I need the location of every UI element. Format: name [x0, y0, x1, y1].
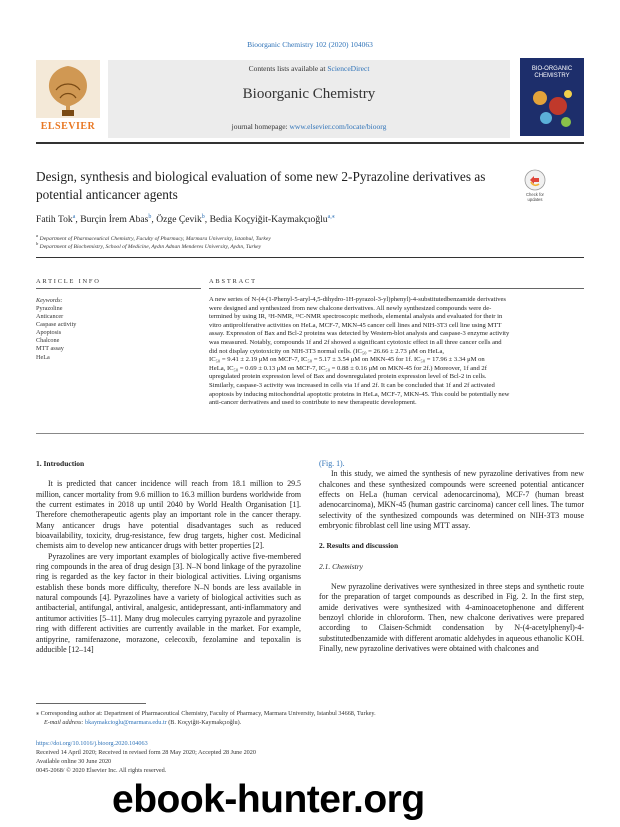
abstract-line: did not display cytotoxicity on NIH-3T3 normal cells. (IC₅₀ = 26.66 ± 2.73 μM on HeLa,: [209, 347, 445, 355]
article-info-rule: [36, 288, 201, 289]
journal-citation[interactable]: Bioorganic Chemistry 102 (2020) 104063: [247, 40, 373, 49]
keyword: Caspase activity: [36, 321, 77, 329]
email-link[interactable]: bkaymakcioglu@marmara.edu.tr: [85, 719, 167, 726]
svg-text:updates: updates: [527, 197, 543, 202]
body-paragraph: Pyrazolines are very important examples of biologically active five-membered ring compounds in the area of drug design [3]. N–N bond linkage of the pyrazoline ring is regarded as the key factor in their biological activities. Living organisms establish these bonds more difficulty, therefore N–N bonds are less available in natural compounds [4]. Pyrazolines have a variety of biological activities such as antibacterial, antifungal, antiviral, analgesic, antidepressant, anti-inflammatory and antitumor activities [5–11]. Many drug molecules carrying pyrazole and pyrazoline ring with different activities are currently available in the market. For example, antipyrine, ramifenazone, morazone, celecoxib, fezolamine and tepoxalin is adducible [12–14]: [36, 551, 301, 654]
journal-homepage-line: [108, 122, 510, 131]
email-note: [44, 719, 241, 726]
abstract-line: HeLa, IC₅₀ = 0.69 ± 0.13 μM on MCF-7, IC₅₀ = 0.88 ± 0.16 μM on MKN-45 for 2f.) Moreover, 1f and 2f: [209, 364, 487, 372]
abstract-line: IC₅₀ = 9.41 ± 2.19 μM on MCF-7, IC₅₀ = 5.17 ± 3.54 μM on MKN-45 for 1f. IC₅₀ = 17.96 ± 3.34 μM on: [209, 356, 485, 364]
abstract-heading: ABSTRACT: [209, 278, 257, 285]
title-divider: [36, 257, 584, 258]
keyword: MTT assay: [36, 345, 64, 353]
keyword: Anticancer: [36, 313, 64, 321]
abstract-line: Similarly, caspase-3 activity was increased in cells via 1f and 2f. It can be concluded that 1f and 2f activated: [209, 381, 495, 389]
body-right-column: [319, 459, 584, 655]
abstract-line: A new series of N-(4-(1-Phenyl-5-aryl-4,5-dihydro-1H-pyrazol-3-yl)phenyl)-4-substitutedbenzamide derivatives: [209, 296, 506, 303]
abstract-line: vitro antiproliferative activities on HeLa, MCF-7, MKN-45 cancer cell lines and NIH-3T3 cell line using MTT: [209, 321, 502, 329]
figure-reference[interactable]: (Fig. 1).: [319, 459, 345, 468]
author-affiliation-mark[interactable]: b: [201, 214, 205, 220]
footnote-rule: [36, 703, 146, 704]
keywords-list: [36, 305, 76, 362]
abstract-bottom-rule: [36, 433, 584, 434]
watermark-text: ebook-hunter.org: [112, 778, 425, 821]
sciencedirect-link[interactable]: ScienceDirect: [327, 64, 370, 73]
body-paragraph: New pyrazoline derivatives were synthesized in three steps and synthetic route for the preparation of target compounds as described in Fig. 2. In the first step, amide derivatives were synthesized with 4-aminoacetophenone and different benzoyl chloride in chloroform. Then, new chalcone derivatives were prepared according to Claisen-Schmidt condensation by N-(4-acetylphenyl)-4-substitutedbenzamide with different aromatic aldehydes in aqueous ethanolic KOH. Finally, new pyrazoline derivatives were obtained with chalcones and: [319, 582, 584, 654]
contents-line: [108, 64, 510, 73]
author-name[interactable]: Bedia Koçyiğit-Kaymakçıoğlu: [209, 214, 328, 226]
corresponding-author-note: ⁎ Corresponding author at: Department of Pharmaceutical Chemistry, Faculty of Pharmacy, Marmara University, Istanbul 34668, Turkey.: [36, 710, 376, 717]
journal-cover-image[interactable]: [520, 58, 584, 136]
affiliation-a: $^a$ Department of Pharmaceutical Chemistry, Faculty of Pharmacy, Marmara University, Istanbul, Turkey: [36, 233, 271, 242]
body-paragraph: It is predicted that cancer incidence will reach from 18.1 million to 29.5 million, cancer mortality from 9.6 million to 16.3 million burdens worldwide from the current estimates in 2018 up until 2040 by World Health Organisation [1]. Therefore chemotherapeutic agents play an important role in the cancer therapy. Many anticancer drugs have potential disadvantages such as reduced bioavailability, toxicity, drug-resistance, few drug targets, higher cost. Medicinal chemists aim to develop new anticancer drugs with better properties [2].: [36, 479, 301, 551]
section-heading-introduction: 1. Introduction: [36, 459, 85, 468]
author-list: Fatih Tok$^a$, Burçin İrem Abas$^b$, Özge Çevik$^b$, Bedia Koçyiğit-Kaymakçıoğlu$^{a,⁎}$: [36, 214, 335, 226]
abstract-rule: [209, 288, 584, 289]
abstract-text: [209, 296, 584, 408]
elsevier-tree-logo: [36, 60, 100, 130]
author-name[interactable]: Özge Çevik: [156, 214, 202, 226]
email-label: E-mail address:: [44, 719, 86, 726]
author-name[interactable]: Fatih Tok: [36, 214, 73, 226]
affiliation-a-text: Department of Pharmaceutical Chemistry, Faculty of Pharmacy, Marmara University, Istanbul, Turkey: [39, 235, 271, 242]
keywords-label: Keywords:: [36, 297, 63, 304]
body-paragraph: In this study, we aimed the synthesis of new pyrazoline derivatives from new chalcones and these synthesized compounds were screened potential anticancer effects on HeLa (human cervical adenocarcinoma), MCF-7 (human breast adenocarcinoma), MKN-45 (human gastric carcinoma) cancer cell lines. The tumor selectivity of the synthesized compounds was determined on NIH-3T3 mouse embryonic fibroblast cell line using MTT assay.: [319, 469, 584, 531]
abstract-line: was measured. Notably, compounds 1f and 2f showed a significant cytotoxic effect in all three cancer cells and: [209, 338, 502, 346]
author-affiliation-mark[interactable]: a: [72, 214, 76, 220]
abstract-line: assay. Expression of Bax and Bcl-2 proteins was detected by Western-blot analysis and caspase-3 enzyme activity: [209, 330, 510, 338]
homepage-prefix: journal homepage:: [231, 122, 290, 131]
received-dates: Received 14 April 2020; Received in revised form 28 May 2020; Accepted 28 June 2020: [36, 749, 256, 756]
author-affiliation-mark[interactable]: b: [148, 214, 152, 220]
contents-prefix: Contents lists available at: [248, 64, 328, 73]
section-heading-results: 2. Results and discussion: [319, 541, 399, 551]
cover-molecule-graphic: [526, 84, 578, 130]
body-left-column: [36, 459, 301, 655]
keyword: HeLa: [36, 353, 50, 361]
keyword: Pyrazoline: [36, 305, 63, 312]
header-divider: [36, 142, 584, 144]
keyword: Chalcone: [36, 337, 60, 345]
email-suffix: (B. Koçyiğit-Kaymakçıoğlu).: [166, 719, 242, 726]
affiliation-b-text: Department of Biochemistry, School of Medicine, Aydın Adnan Menderes University, Aydın, Turkey: [39, 243, 262, 250]
abstract-line: apoptosis by inducing mitochondrial apoptotic proteins in HeLa, MCF-7, MKN-45. This could be potentially new: [209, 390, 510, 398]
keyword: Apoptosis: [36, 329, 62, 337]
homepage-link[interactable]: www.elsevier.com/locate/bioorg: [289, 122, 387, 131]
check-for-updates-icon[interactable]: [522, 168, 548, 204]
abstract-line: were designed and synthesized from new chalcone derivatives. All newly synthesized compounds were de-: [209, 304, 492, 312]
doi-link[interactable]: https://doi.org/10.1016/j.bioorg.2020.104063: [36, 740, 148, 747]
author-affiliation-mark[interactable]: a,⁎: [327, 214, 335, 220]
abstract-line: termined by using IR, ¹H-NMR, ¹³C-NMR spectroscopic methods, elemental analysis and evaluated for their in: [209, 313, 503, 321]
abstract-line: anti-cancer derivatives and used to contribute to new therapeutic development.: [209, 399, 417, 407]
affiliation-b: $^b$ Department of Biochemistry, School of Medicine, Aydın Adnan Menderes University, Aydın, Turkey: [36, 241, 262, 250]
copyright-notice: 0045-2068/ © 2020 Elsevier Inc. All rights reserved.: [36, 767, 167, 774]
cover-title: BIO-ORGANIC CHEMISTRY: [531, 66, 573, 79]
abstract-line: upregulated protein expression level of Bax and downregulated protein expression level of Bcl-2 in cells.: [209, 373, 487, 381]
author-name[interactable]: Burçin İrem Abas: [80, 214, 149, 226]
publisher-name: ELSEVIER: [40, 121, 96, 132]
paper-title: Design, synthesis and biological evaluation of some new 2-Pyrazoline derivatives as potential anticancer agents: [36, 169, 486, 202]
subsection-heading-chemistry: 2.1. Chemistry: [319, 561, 363, 571]
journal-title: Bioorganic Chemistry: [242, 86, 376, 102]
svg-text:Check for: Check for: [526, 192, 544, 197]
online-date: Available online 30 June 2020: [36, 758, 112, 765]
article-info-heading: ARTICLE INFO: [36, 278, 101, 285]
